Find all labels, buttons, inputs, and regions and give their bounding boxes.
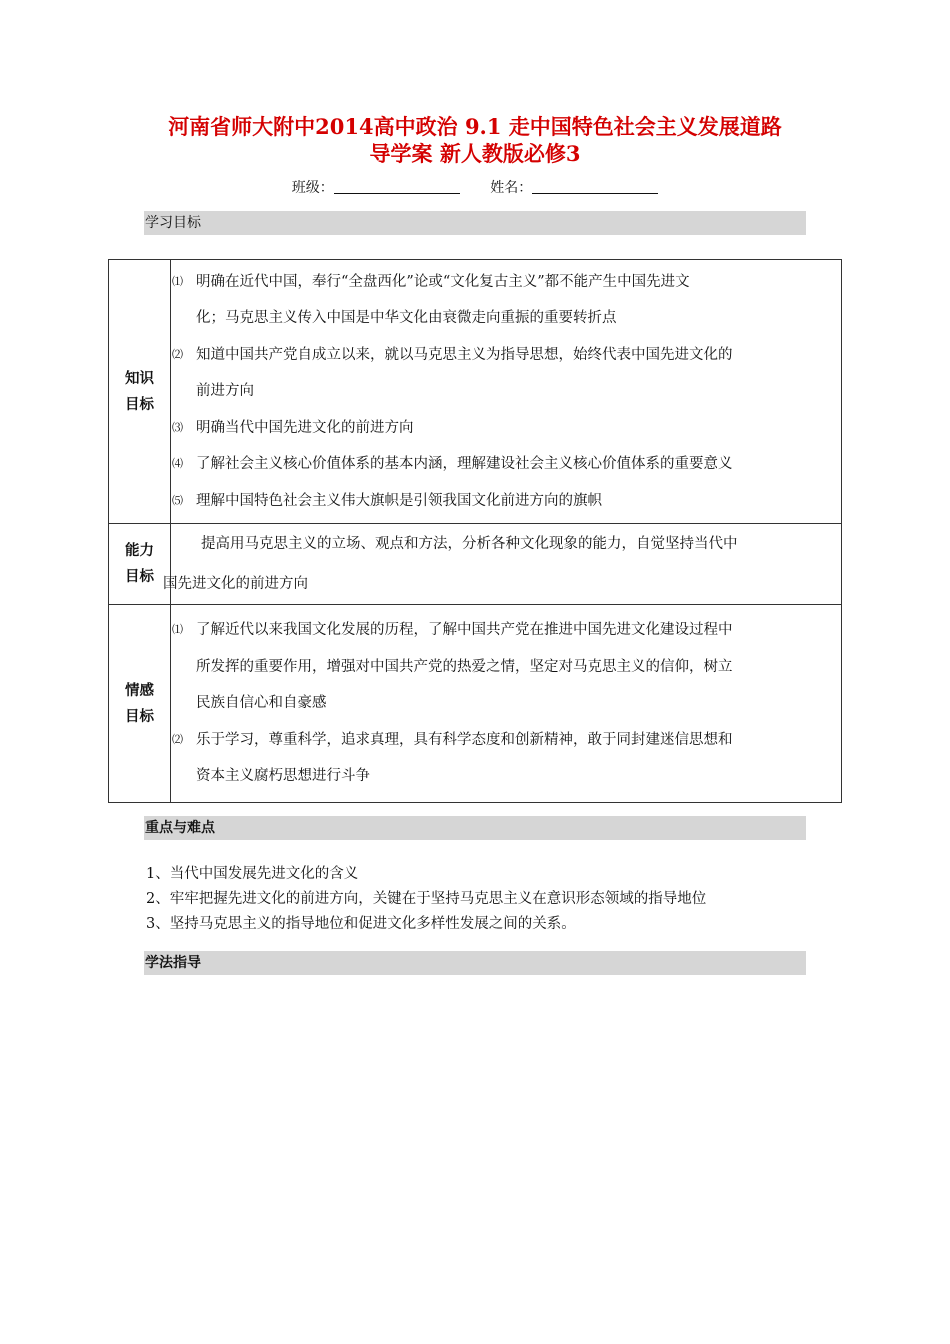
name-label: 姓名： — [490, 180, 533, 196]
list-item: ⑴ 明确在近代中国，奉行“全盘西化”论或“文化复古主义”都不能产生中国先进文 化；马克思主义传入中国是中华文化由衰微走向重振的重要转折点 — [172, 273, 690, 327]
ability-goals-cell — [163, 524, 842, 605]
section-heading-goals: 学习目标 — [144, 211, 806, 235]
class-label: 班级： — [291, 180, 334, 196]
list-item: 1、当代中国发展先进文化的含义 — [146, 866, 359, 882]
list-item: ⑴ 了解近代以来我国文化发展的历程，了解中国共产党在推进中国先进文化建设过程中 所发挥的重要作用，增强对中国共产党的热爱之情，坚定对马克思主义的信仰，树立 民族自信心和自豪感 — [172, 622, 733, 712]
row-label-ability: 能力 目标 — [109, 524, 171, 605]
row-label-emotion: 情感 目标 — [109, 605, 171, 803]
table-row-emotion — [109, 605, 842, 803]
name-blank-line[interactable] — [532, 179, 658, 194]
list-item: ⑶ 明确当代中国先进文化的前进方向 — [172, 419, 414, 436]
table-row-knowledge — [109, 260, 842, 524]
list-item: ⑵ 知道中国共产党自成立以来，就以马克思主义为指导思想，始终代表中国先进文化的 前进方向 — [172, 346, 733, 400]
class-blank-line[interactable] — [334, 179, 460, 194]
section-heading-key-points: 重点与难点 — [144, 816, 806, 840]
list-item: ⑵ 乐于学习，尊重科学，追求真理，具有科学态度和创新精神，敢于同封建迷信思想和 资本主义腐朽思想进行斗争 — [172, 731, 733, 785]
emotion-goals-cell — [171, 605, 842, 803]
key-points-list — [146, 862, 706, 937]
document-title-line-1: 河南省师大附中2014高中政治 9.1 走中国特色社会主义发展道路 — [168, 114, 782, 139]
table-row-ability — [109, 524, 842, 605]
ability-goal-text: 提高用马克思主义的立场、观点和方法，分析各种文化现象的能力，自觉坚持当代中 国先进文化的前进方向 — [163, 536, 738, 592]
section-heading-method: 学法指导 — [144, 951, 806, 975]
list-item: ⑷ 了解社会主义核心价值体系的基本内涵，理解建设社会主义核心价值体系的重要意义 — [172, 456, 733, 473]
document-title-line-2: 导学案 新人教版必修3 — [369, 141, 581, 166]
row-label-knowledge: 知识 目标 — [109, 260, 171, 524]
list-item: ⑸ 理解中国特色社会主义伟大旗帜是引领我国文化前进方向的旗帜 — [172, 492, 602, 509]
student-info-fields — [0, 178, 950, 198]
list-item: 3、坚持马克思主义的指导地位和促进文化多样性发展之间的关系。 — [146, 916, 576, 932]
learning-goals-table — [108, 259, 842, 803]
knowledge-goals-cell — [171, 260, 842, 524]
list-item: 2、牢牢把握先进文化的前进方向，关键在于坚持马克思主义在意识形态领域的指导地位 — [146, 891, 707, 907]
